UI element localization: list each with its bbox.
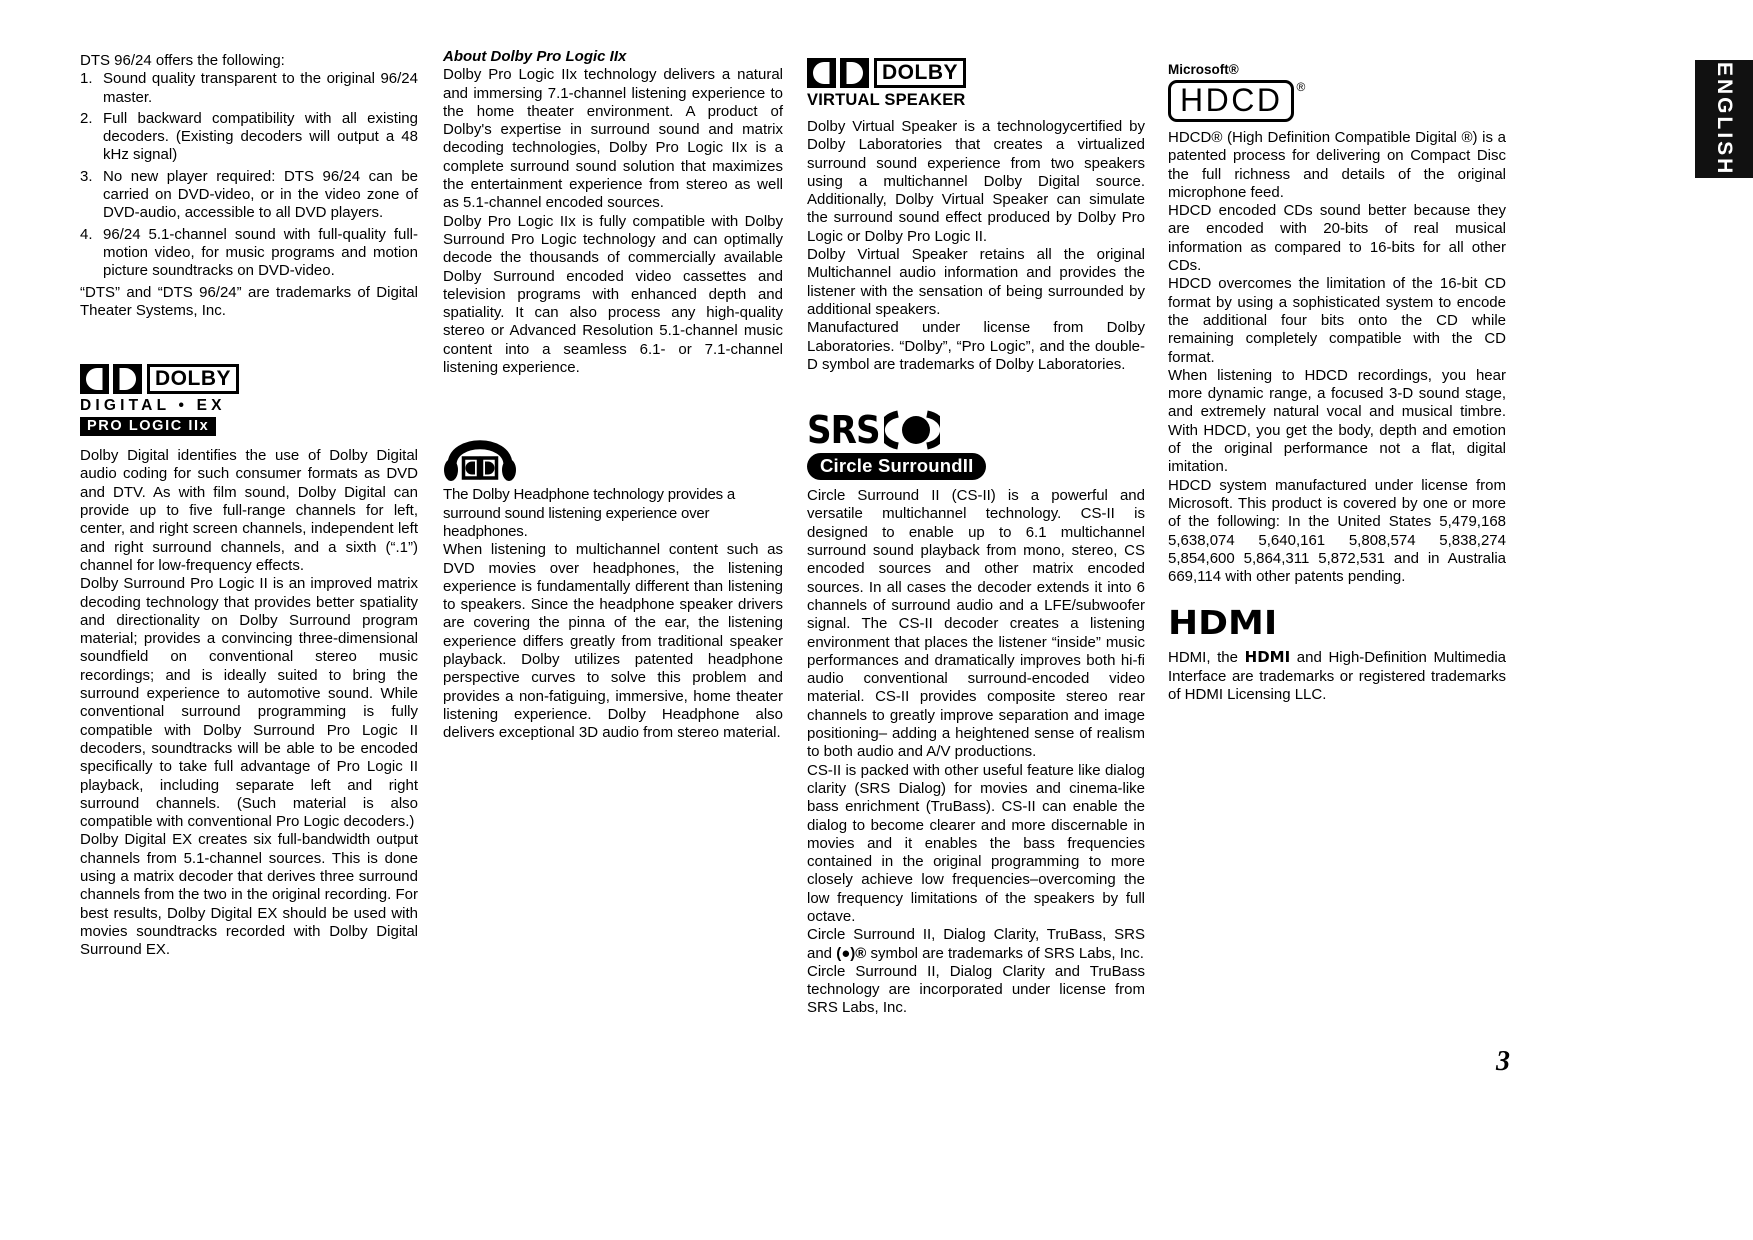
column-3 bbox=[807, 58, 1145, 1018]
dolby-double-d-icon bbox=[80, 364, 142, 394]
hdmi-trademark-text: and High-Definition Multimedia Interface are trademarks or registered trademarks of HDMI Licensing LLC. bbox=[1168, 649, 1507, 704]
paragraph-dolby-license: Manufactured under license from Dolby Laboratories. “Dolby”, “Pro Logic”, and the double-D symbol are trademarks of Dolby Laboratories. bbox=[807, 319, 1145, 373]
paragraph-dolby-digital-ex: Dolby Digital EX creates six full-bandwidth output channels from 5.1-channel sources. This is done using a matrix decoder that derives three surround channels from the two in the original recording. For best results, Dolby Digital EX should be used with movies soundtracks recorded with Dolby Digital Surround EX. bbox=[80, 831, 418, 959]
list-item-number: 1. bbox=[80, 70, 93, 88]
srs-trademark-text: Circle Surround II, Dialog Clarity, TruBass, SRS and bbox=[807, 926, 1145, 962]
dolby-headphone-caption: The Dolby Headphone technology provides a surround sound listening experience over headphones. bbox=[443, 486, 735, 540]
circle-surround-ii-label: Circle SurroundII bbox=[807, 453, 986, 480]
column-2 bbox=[443, 48, 783, 743]
dolby-digital-ex-pro-logic-logo bbox=[80, 364, 239, 436]
section-heading-pro-logic-iix: About Dolby Pro Logic IIx bbox=[443, 48, 627, 65]
paragraph-hdmi-trademark bbox=[1168, 648, 1506, 704]
hdmi-inline-mark: HDMI bbox=[1244, 648, 1291, 667]
list-item bbox=[80, 168, 418, 223]
paragraph-virtual-speaker-1: Dolby Virtual Speaker is a technologycertified by Dolby Laboratories that creates a virtualized surround sound experience from two speakers using a multichannel Dolby Digital source. Additionally, Dolby Virtual Speaker can simulate the surround sound effect produced by Dolby Pro Logic or Dolby Pro Logic II. bbox=[807, 118, 1145, 245]
dts-feature-list bbox=[80, 70, 418, 280]
list-item-number: 4. bbox=[80, 225, 93, 243]
list-item-text: No new player required: DTS 96/24 can be carried on DVD-video, or in the video zone of DVD-audio, accessible to all DVD players. bbox=[103, 167, 418, 222]
paragraph-srs-license: Circle Surround II, Dialog Clarity and TruBass technology are incorporated under license from SRS Labs, Inc. bbox=[807, 962, 1145, 1017]
paragraph-hdcd-3: HDCD overcomes the limitation of the 16-bit CD format by using a sophisticated system to encode the additional four bits onto the CD while remaining completely compatible with the CD format. bbox=[1168, 275, 1506, 366]
list-item bbox=[80, 70, 418, 107]
microsoft-label: Microsoft® bbox=[1168, 62, 1239, 77]
column-4 bbox=[1168, 62, 1506, 704]
virtual-speaker-label: VIRTUAL SPEAKER bbox=[807, 91, 966, 109]
page-number: 3 bbox=[1496, 1046, 1510, 1077]
dts-intro: DTS 96/24 offers the following: bbox=[80, 52, 285, 69]
paragraph-hdcd-5: HDCD system manufactured under license from Microsoft. This product is covered by one or more of the following: In the United States 5,479,168 5,638,074 5,640,161 5,808,574 5,838,274 5,854,600 5,864,311 5,872,531 and in Australia 669,114 with other patents pending. bbox=[1168, 476, 1506, 586]
registered-mark: ® bbox=[1296, 80, 1306, 94]
dolby-wordmark: DOLBY bbox=[874, 58, 966, 88]
paragraph-circle-surround-1: Circle Surround II (CS-II) is a powerful and versatile multichannel technology. CS-II is designed to enable up to 6.1 multichannel surround sound playback from mono, stereo, CS encoded sources and other matrix encoded sources. In all cases the decoder extends it into 6 channels of surround audio and a LFE/subwoofer signal. The CS-II decoder creates a listening environment that places the listener “inside” music performances and dramatically improves both hi-fi audio conventional surround-encoded video material. CS-II provides composite stereo rear channels to greatly improve separation and image positioning– adding a heightened sense of realism to both audio and A/V productions. bbox=[807, 487, 1145, 761]
language-tab-english bbox=[1695, 60, 1753, 178]
dolby-wordmark: DOLBY bbox=[147, 364, 239, 394]
list-item-text: 96/24 5.1-channel sound with full-quality full-motion video, for music programs and motion picture soundtracks on DVD-video. bbox=[103, 225, 418, 280]
list-item bbox=[80, 226, 418, 281]
paragraph-hdcd-2: HDCD encoded CDs sound better because they are encoded with 20-bits of real musical information as compared to 16-bits for all other CDs. bbox=[1168, 202, 1506, 275]
hdmi-trademark-text: HDMI, the bbox=[1168, 649, 1245, 667]
dolby-double-d-icon bbox=[807, 58, 869, 88]
list-item-text: Sound quality transparent to the original 96/24 master. bbox=[103, 70, 418, 106]
list-item bbox=[80, 110, 418, 165]
dolby-headphone-icon bbox=[443, 429, 783, 485]
srs-trademark-text: symbol are trademarks of SRS Labs, Inc. bbox=[866, 944, 1144, 962]
paragraph-dolby-headphone: When listening to multichannel content such as DVD movies over headphones, the listening experience is fundamentally different than listening to speakers. Since the headphone speaker drivers are covering the pinna of the ear, the listening experience differs greatly from traditional speaker playback. Dolby utilizes patented headphone perspective curves to solve this problem and provides a non-fatiguing, immersive, home theater listening experience. Dolby Headphone also delivers exceptional 3D audio from stereo material. bbox=[443, 541, 783, 742]
list-item-number: 2. bbox=[80, 109, 93, 127]
srs-symbol-icon bbox=[884, 410, 940, 450]
hdmi-logo: HDMI bbox=[1168, 604, 1278, 643]
paragraph-pro-logic-2: Dolby Surround Pro Logic II is an improved matrix decoding technology that provides better spatiality and directionality on Dolby Surround program material; provides a convincing three-dimensional soundfield on conventional stereo music recordings; and is ideally suited to bring the surround experience to automotive sound. While conventional surround programming is fully compatible with Dolby Surround Pro Logic II decoders, soundtracks will be able to be encoded specifically to take full advantage of Pro Logic II playback, including separate left and right surround channels. (Such material is also compatible with conventional Pro Logic decoders.) bbox=[80, 575, 418, 831]
paragraph-dolby-digital: Dolby Digital identifies the use of Dolby Digital audio coding for such consumer formats as DVD and DTV. As with film sound, Dolby Digital can provide up to five full-range channels for left, center, and right screen channels, independent left and right surround channels, and a sixth (“.1”) channel for low-frequency effects. bbox=[80, 447, 418, 574]
dolby-virtual-speaker-logo bbox=[807, 58, 966, 110]
paragraph-hdcd-1: HDCD® (High Definition Compatible Digital ®) is a patented process for delivering on Compact Disc the full richness and details of the original microphone feed. bbox=[1168, 129, 1506, 201]
paragraph-pro-logic-iix-2: Dolby Pro Logic IIx is fully compatible with Dolby Surround Pro Logic technology and can optimally decode the thousands of commercially available Dolby Surround encoded video cassettes and television programs with enhanced depth and spatiality. It can also process any high-quality stereo or Advanced Resolution 5.1-channel music content into a seamless 6.1- or 7.1-channel listening experience. bbox=[443, 212, 783, 377]
paragraph-pro-logic-iix-1: Dolby Pro Logic IIx technology delivers a natural and immersing 7.1-channel listening experience to the home theater environment. A product of Dolby's expertise in surround sound and matrix decoding technologies, Dolby Pro Logic IIx is a complete surround sound solution that maximizes the entertainment experience from stereo as well as 5.1-channel encoded sources. bbox=[443, 66, 783, 212]
srs-symbol-inline-icon: (●)® bbox=[836, 944, 867, 962]
hdcd-wordmark: HDCD bbox=[1168, 80, 1294, 122]
language-tab-label: ENGLISH bbox=[1713, 61, 1736, 177]
dolby-digital-ex-label: DIGITAL • EX bbox=[80, 397, 226, 415]
paragraph-hdcd-4: When listening to HDCD recordings, you hear more dynamic range, a focused 3-D sound stage, and extremely natural vocal and musical timbre. With HDCD, you get the body, depth and emotion of the original performance not a flat, digital imitation. bbox=[1168, 366, 1506, 476]
paragraph-srs-trademark bbox=[807, 926, 1145, 963]
pro-logic-iix-label: PRO LOGIC IIx bbox=[80, 417, 216, 436]
column-1 bbox=[80, 52, 418, 959]
srs-circle-surround-logo bbox=[807, 410, 986, 480]
paragraph-virtual-speaker-2: Dolby Virtual Speaker retains all the original Multichannel audio information and provides the listener with the sensation of being surrounded by additional speakers. bbox=[807, 246, 1145, 318]
srs-wordmark: SRS bbox=[807, 408, 880, 453]
paragraph-circle-surround-2: CS-II is packed with other useful feature like dialog clarity (SRS Dialog) for movies and cinema-like bass enrichment (TruBass). CS-II can enable the dialog to become clearer and more discernable in movies and it enables the bass frequencies contained in the original programming to more closely achieve low frequencies–overcoming the low frequency limitations of the speakers by full octave. bbox=[807, 761, 1145, 925]
list-item-text: Full backward compatibility with all existing decoders. (Existing decoders will output a 48 kHz signal) bbox=[103, 109, 418, 164]
hdcd-logo bbox=[1168, 80, 1305, 122]
list-item-number: 3. bbox=[80, 167, 93, 185]
dts-trademark-note: “DTS” and “DTS 96/24” are trademarks of Digital Theater Systems, Inc. bbox=[80, 283, 418, 319]
